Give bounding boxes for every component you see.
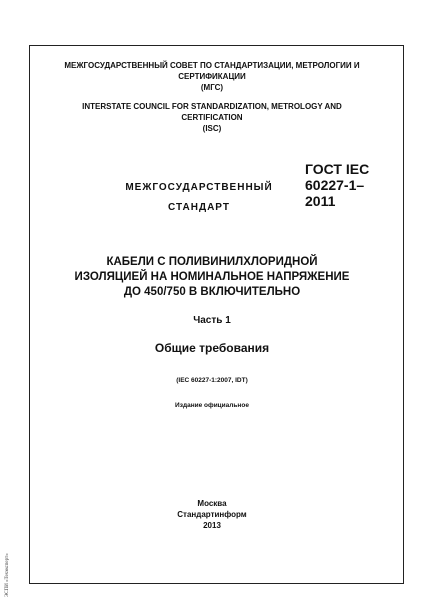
document-subtitle: Общие требования [154, 341, 270, 355]
designation-line-3: 2011 [305, 193, 336, 209]
standard-type-line-2: СТАНДАРТ [168, 202, 230, 213]
standard-designation [305, 161, 385, 209]
publisher-name: Стандартинформ [177, 510, 247, 519]
designation-line-2: 60227-1– [305, 177, 365, 193]
document-title [60, 255, 364, 300]
title-line-3: ДО 450/750 В ВКЛЮЧИТЕЛЬНО [123, 286, 301, 298]
council-name-russian [40, 60, 384, 93]
edition-note: Издание официальное [175, 402, 249, 409]
publication-year: 2013 [203, 521, 221, 530]
publisher-city: Москва [197, 499, 227, 508]
publisher-block [112, 498, 312, 531]
iec-reference: (IEC 60227-1:2007, IDT) [176, 377, 248, 384]
council-ru-abbreviation: (МГС) [200, 83, 224, 92]
standard-type-line-1: МЕЖГОСУДАРСТВЕННЫЙ [125, 182, 273, 193]
side-watermark: ЭСПИ «Техэксперт» [5, 553, 10, 597]
designation-line-1: ГОСТ IEC [305, 161, 370, 177]
title-line-2: ИЗОЛЯЦИЕЙ НА НОМИНАЛЬНОЕ НАПРЯЖЕНИЕ [74, 271, 350, 283]
council-en-line-2: CERTIFICATION [181, 113, 243, 122]
council-en-line-1: INTERSTATE COUNCIL FOR STANDARDIZATION, METROLOGY AND [82, 102, 342, 111]
council-ru-line-2: СЕРТИФИКАЦИИ [178, 72, 246, 81]
part-number: Часть 1 [193, 315, 231, 326]
title-line-1: КАБЕЛИ С ПОЛИВИНИЛХЛОРИДНОЙ [106, 256, 318, 268]
council-ru-line-1: МЕЖГОСУДАРСТВЕННЫЙ СОВЕТ ПО СТАНДАРТИЗАЦИИ, МЕТРОЛОГИИ И [64, 61, 360, 70]
council-name-english [40, 101, 384, 134]
council-en-abbreviation: (ISC) [202, 124, 222, 133]
